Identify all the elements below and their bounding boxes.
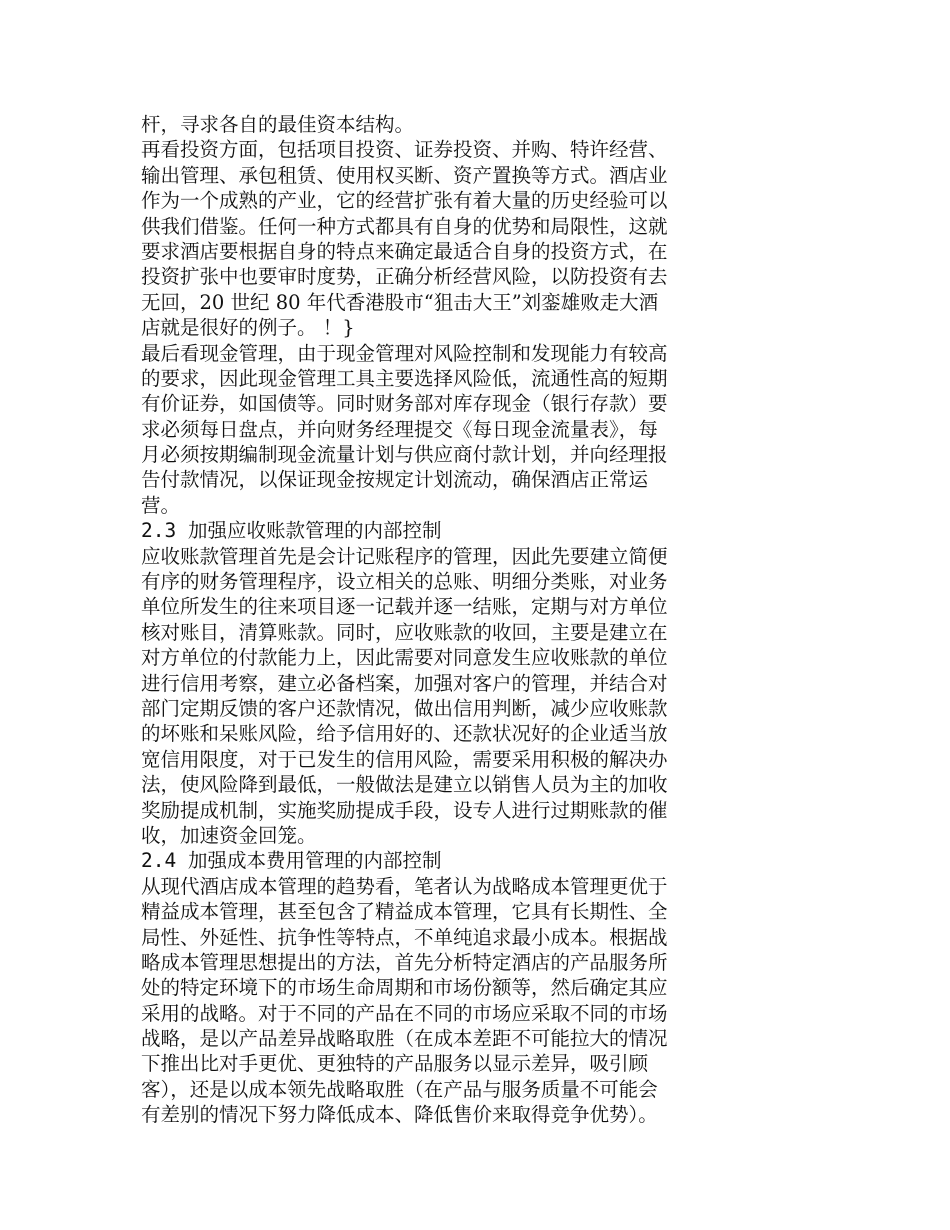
text-line: 作为一个成熟的产业，它的经营扩张有着大量的历史经验可以 — [141, 189, 668, 213]
text-line: 单位所发生的往来项目逐一记载并逐一结账，定期与对方单位 — [141, 595, 668, 619]
section-number: 2.4 — [141, 849, 177, 873]
paragraph — [141, 874, 741, 1128]
text-line: 要求酒店要根据自身的特点来确定最适合自身的投资方式，在 — [141, 239, 668, 263]
text-line: 再看投资方面，包括项目投资、证券投资、并购、特许经营、 — [141, 138, 668, 162]
text-line: 局性、外延性、抗争性等特点，不单纯追求最小成本。根据战 — [141, 925, 668, 949]
text-line: 有差别的情况下努力降低成本、降低售价来取得竞争优势）。 — [141, 1103, 658, 1127]
text-line: 核对账目，清算账款。同时，应收账款的收回，主要是建立在 — [141, 620, 668, 644]
text-line: 精益成本管理，甚至包含了精益成本管理，它具有长期性、全 — [141, 900, 668, 924]
text-line: 收，加速资金回笼。 — [141, 823, 317, 847]
text-line: 最后看现金管理，由于现金管理对风险控制和发现能力有较高 — [141, 341, 668, 365]
text-line: 告付款情况，以保证现金按规定计划流动，确保酒店正常运 — [141, 468, 649, 492]
text-line: 杆，寻求各自的最佳资本结构。 — [141, 113, 415, 136]
text-line: 采用的战略。对于不同的产品在不同的市场应采取不同的市场 — [141, 1001, 668, 1025]
text-line: 投资扩张中也要审时度势，正确分析经营风险，以防投资有去 — [141, 265, 668, 289]
text-line: 下推出比对手更优、更独特的产品服务以显示差异，吸引顾 — [141, 1052, 649, 1076]
text-line: 输出管理、承包租赁、使用权买断、资产置换等方式。酒店业 — [141, 163, 668, 187]
document-page — [141, 112, 741, 1128]
text-line: 有价证券，如国债等。同时财务部对库存现金（银行存款）要 — [141, 392, 668, 416]
paragraph — [141, 341, 741, 519]
text-line: 部门定期反馈的客户还款情况，做出信用判断，减少应收账款 — [141, 696, 668, 720]
text-line: 宽信用限度，对于已发生的信用风险，需要采用积极的解决办 — [141, 747, 668, 771]
section-heading — [141, 848, 741, 873]
text-line: 的要求，因此现金管理工具主要选择风险低，流通性高的短期 — [141, 366, 668, 390]
text-line: 略成本管理思想提出的方法，首先分析特定酒店的产品服务所 — [141, 950, 668, 974]
text-line: 处的特定环境下的市场生命周期和市场份额等，然后确定其应 — [141, 976, 668, 1000]
text-line: 客），还是以成本领先战略取胜（在产品与服务质量不可能会 — [141, 1077, 658, 1101]
text-line: 供我们借鉴。任何一种方式都具有自身的优势和局限性，这就 — [141, 214, 668, 238]
text-line: 法，使风险降到最低，一般做法是建立以销售人员为主的加收 — [141, 773, 668, 797]
section-number: 2.3 — [141, 519, 177, 543]
paragraph — [141, 137, 741, 340]
text-line: 求必须每日盘点，并向财务经理提交《每日现金流量表》，每 — [141, 417, 658, 441]
text-line: 的坏账和呆账风险，给予信用好的、还款状况好的企业适当放 — [141, 722, 668, 746]
text-line: 进行信用考察，建立必备档案，加强对客户的管理，并结合对 — [141, 671, 668, 695]
section-heading — [141, 518, 741, 543]
text-line: 营。 — [141, 493, 181, 517]
text-line: 奖励提成机制，实施奖励提成手段，设专人进行过期账款的催 — [141, 798, 668, 822]
paragraph — [141, 112, 741, 137]
text-line: 应收账款管理首先是会计记账程序的管理，因此先要建立简便 — [141, 544, 668, 568]
text-line: 有序的财务管理程序，设立相关的总账、明细分类账，对业务 — [141, 570, 668, 594]
text-line: 战略，是以产品差异战略取胜（在成本差距不可能拉大的情况 — [141, 1027, 668, 1051]
text-line: 月必须按期编制现金流量计划与供应商付款计划，并向经理报 — [141, 443, 668, 467]
text-line: 店就是很好的例子。 ！} — [141, 316, 355, 340]
section-title: 加强应收账款管理的内部控制 — [187, 519, 442, 543]
section-title: 加强成本费用管理的内部控制 — [187, 849, 442, 873]
paragraph — [141, 544, 741, 849]
text-line: 从现代酒店成本管理的趋势看，笔者认为战略成本管理更优于 — [141, 874, 668, 898]
text-line: 对方单位的付款能力上，因此需要对同意发生应收账款的单位 — [141, 646, 668, 670]
text-line: 无回，20 世纪 80 年代香港股市“狙击大王”刘銮雄败走大酒 — [141, 290, 659, 314]
